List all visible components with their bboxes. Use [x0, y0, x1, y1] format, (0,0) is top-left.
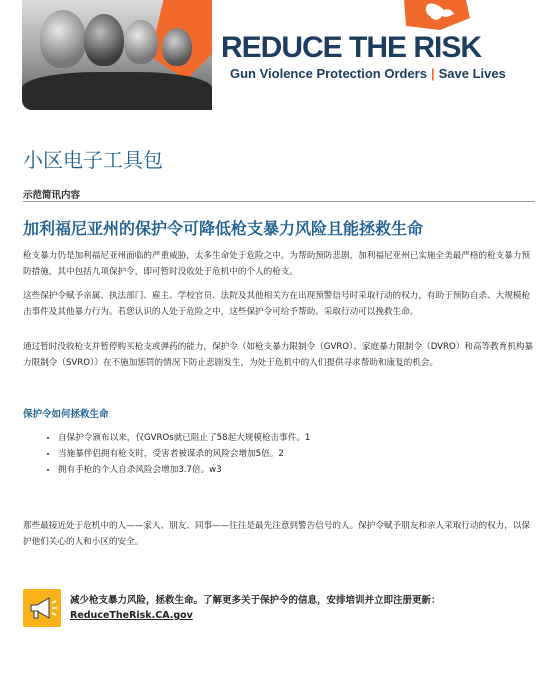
brand-title: REDUCE THE RISK — [221, 31, 482, 64]
paragraph-empower: 这些保护令赋予亲属、执法部门、雇主、学校官员、法院及其他相关方在出现预警信号时采取行动的权力，有助于预防自杀、大规模枪击事件及其他暴力行为。若您认识的人处于危险之中，这些保护令可给予帮助。采取行动可以挽救生命。 — [23, 291, 531, 317]
headline: 加利福尼亚州的保护令可降低枪支暴力风险且能拯救生命 — [23, 219, 424, 238]
website-link[interactable]: ReduceTheRisk.CA.gov — [70, 610, 193, 621]
list-item: • 自保护令颁布以来，仅GVROs就已阻止了58起大规模枪击事件。1 — [58, 430, 528, 446]
list-item: • 当施暴伴侣拥有枪支时，受害者被谋杀的风险会增加5倍。2 — [58, 446, 528, 462]
list-item: • 拥有手枪的个人自杀风险会增加3.7倍。w3 — [58, 462, 528, 478]
paragraph-intro: 枪支暴力仍是加利福尼亚州面临的严重威胁，太多生命处于危险之中。为帮助预防悲剧，加利福尼亚州已实施全美最严格的枪支暴力预防措施，其中包括九项保护令，即可暂时没收处于危机中的个人的枪支。 — [23, 251, 531, 277]
photo-shoulders — [22, 72, 212, 110]
section-title: 小区电子工具包 — [23, 148, 163, 172]
photo-person — [84, 14, 124, 66]
brand-subtitle — [230, 66, 506, 81]
paragraph-orders: 通过暂时没收枪支并暂停购买枪支或弹药的能力，保护令（如枪支暴力限制令（GVRO）、家庭暴力限制令（DVRO）和高等教育机构暴力限制令（SVRO））在不施加惩罚的情况下防止悲剧发生，为处于危机中的人们提供寻求帮助和康复的机会。 — [23, 342, 534, 368]
photo-person — [162, 28, 192, 66]
divider — [23, 201, 535, 202]
cta-text: 减少枪支暴力风险，拯救生命。了解更多关于保护令的信息，安排培训并立即注册更新： — [70, 595, 441, 606]
eyebrow-label: 示范简讯内容 — [23, 190, 81, 201]
header-banner — [0, 0, 558, 120]
brand-sub-right: Save Lives — [438, 66, 506, 81]
photo-person — [124, 20, 158, 64]
megaphone-icon — [23, 589, 61, 627]
sub-heading: 保护令如何拯救生命 — [23, 409, 109, 420]
hero-photo — [22, 0, 212, 110]
paragraph-closing: 那些最接近处于危机中的人——家人、朋友、同事——往往是最先注意到警告信号的人。保护令赋予朋友和亲人采取行动的权力，以保护他们关心的人和小区的安全。 — [23, 521, 531, 547]
brand-sub-separator: | — [430, 66, 435, 81]
stats-list — [40, 430, 528, 478]
brand-sub-left: Gun Violence Protection Orders — [230, 66, 427, 81]
photo-person — [40, 10, 86, 68]
flag-icon — [400, 0, 472, 34]
